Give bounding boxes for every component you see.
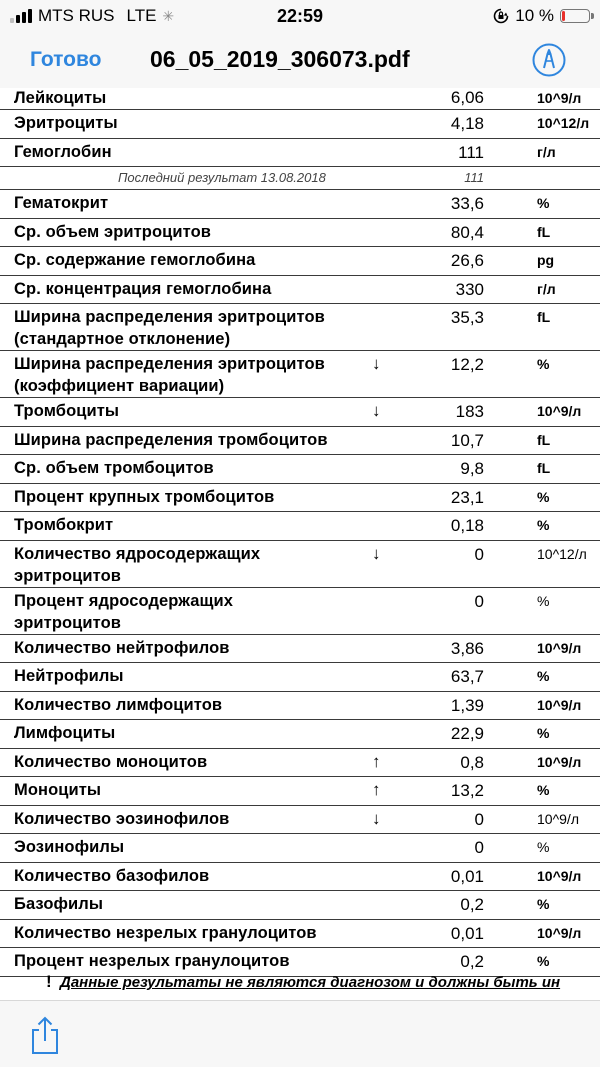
row-name: [14, 922, 317, 944]
row-value: 63,7: [450, 667, 484, 686]
arrow-up-icon: ↑: [372, 780, 381, 799]
status-time: 22:59: [276, 6, 324, 26]
network-label: LTE: [126, 6, 157, 25]
table-row: [0, 806, 600, 835]
row-name-line1: Ср. объем тромбоцитов: [14, 459, 214, 477]
table-row: [0, 635, 600, 664]
row-name: [14, 590, 233, 634]
row-name: [14, 950, 290, 972]
row-name-line1: Нейтрофилы: [14, 667, 124, 685]
table-row: [0, 276, 600, 305]
row-name: [14, 893, 103, 915]
row-name: [14, 865, 209, 887]
row-name-line1: Количество эозинофилов: [14, 809, 230, 828]
table-row: [0, 139, 600, 168]
row-value: 23,1: [450, 487, 484, 507]
row-value: 4,18: [450, 114, 484, 133]
table-row: [0, 427, 600, 456]
row-name: [14, 88, 106, 109]
activity-spinner-icon: ✳: [162, 7, 175, 24]
row-name-line1: Ширина распределения эритроцитов: [14, 308, 325, 326]
row-name: [14, 836, 124, 858]
row-value: 0,2: [460, 952, 484, 971]
row-name-line1: Количество ядросодержащих: [14, 544, 261, 563]
row-name: [14, 249, 255, 271]
rotation-lock-icon: [493, 8, 509, 24]
row-name-line1: Базофилы: [14, 895, 104, 913]
row-name: [14, 779, 101, 801]
row-value: 1,39: [450, 695, 484, 715]
table-row: [0, 110, 600, 139]
row-unit: %: [537, 953, 550, 969]
row-name-line1: Количество незрелых гранулоцитов: [14, 923, 317, 942]
row-name-line1: Ср. объем эритроцитов: [14, 222, 212, 241]
row-name: [14, 457, 214, 479]
row-name-line1: Ширина распределения эритроцитов: [14, 355, 325, 373]
row-unit: 10^9/л: [537, 403, 582, 419]
row-unit: fL: [537, 309, 551, 325]
row-name: [14, 543, 260, 587]
arrow-down-icon: ↓: [372, 808, 381, 828]
previous-result-note: [0, 167, 600, 190]
status-bar: [0, 0, 600, 34]
row-name-line1: Лейкоциты: [14, 89, 107, 107]
nav-bar: [0, 34, 600, 88]
table-row: [0, 948, 600, 977]
table-row: [0, 541, 600, 588]
row-value: 0,18: [450, 516, 484, 535]
row-name-line1: Гематокрит: [14, 194, 109, 212]
note-text: Последний результат 13.08.2018: [118, 170, 326, 185]
row-unit: г/л: [537, 143, 556, 160]
row-unit: %: [537, 839, 550, 855]
row-name-line1: Количество базофилов: [14, 866, 210, 885]
row-name-line1: Тромбокрит: [14, 516, 114, 534]
table-row: [0, 749, 600, 778]
row-unit: %: [537, 782, 550, 798]
row-value: 0: [474, 544, 484, 564]
note-value: 111: [464, 170, 484, 185]
row-name-line2: (коэффициент вариации): [14, 377, 225, 395]
arrow-down-icon: ↓: [372, 401, 381, 420]
row-unit: %: [537, 592, 550, 609]
battery-fill: [562, 11, 565, 21]
table-row: [0, 920, 600, 949]
table-row: [0, 663, 600, 692]
table-row: [0, 88, 600, 110]
row-name: [14, 486, 274, 508]
row-value: 0: [474, 591, 484, 611]
disclaimer-mark: !: [46, 972, 52, 991]
row-value: 0: [474, 838, 484, 857]
row-value: 0,2: [460, 895, 484, 914]
table-row: [0, 351, 600, 398]
results-table: [0, 88, 600, 977]
row-value: 0,8: [460, 752, 484, 772]
row-name-line2: эритроцитов: [14, 566, 122, 585]
row-value: 0,01: [450, 923, 484, 943]
row-value: 26,6: [450, 251, 484, 270]
table-row: [0, 588, 600, 635]
row-name-line1: Процент незрелых гранулоцитов: [14, 952, 290, 970]
row-value: 22,9: [450, 724, 484, 743]
arrow-up-icon: ↑: [372, 751, 381, 771]
row-unit: %: [537, 488, 550, 505]
row-unit: %: [537, 896, 550, 912]
row-unit: fL: [537, 431, 551, 448]
row-value: 12,2: [450, 355, 484, 374]
markup-pen-icon[interactable]: [532, 43, 566, 77]
row-name: [14, 637, 230, 659]
table-row: [0, 512, 600, 541]
row-value: 9,8: [460, 459, 484, 478]
row-name: [14, 429, 328, 451]
row-value: 6,06: [450, 88, 484, 107]
row-name-line1: Тромбоциты: [14, 402, 120, 420]
battery-percent: 10 %: [515, 6, 554, 25]
row-unit: 10^9/л: [537, 867, 582, 884]
row-name: [14, 400, 119, 422]
row-unit: %: [537, 195, 550, 211]
row-unit: %: [537, 668, 550, 684]
row-value: 3,86: [450, 638, 484, 658]
row-unit: 10^9/л: [537, 639, 582, 656]
pdf-document-view[interactable]: [0, 88, 600, 1000]
row-name: [14, 514, 113, 536]
table-row: [0, 247, 600, 276]
done-button[interactable]: Готово: [30, 48, 102, 71]
row-unit: fL: [537, 460, 551, 476]
table-row: [0, 455, 600, 484]
bottom-toolbar: [0, 1000, 600, 1067]
arrow-down-icon: ↓: [372, 543, 381, 563]
row-name: [14, 278, 271, 300]
row-name-line1: Лимфоциты: [14, 724, 116, 742]
row-name-line1: Количество нейтрофилов: [14, 638, 230, 657]
row-name-line1: Эозинофилы: [14, 838, 125, 856]
row-name: [14, 306, 325, 350]
carrier-label: MTS RUS: [38, 6, 115, 25]
row-value: 35,3: [450, 308, 484, 327]
table-row: [0, 692, 600, 721]
row-name: [14, 192, 108, 214]
row-unit: %: [537, 725, 550, 741]
row-unit: 10^12/л: [537, 545, 587, 562]
row-name: [14, 808, 229, 830]
row-name: [14, 353, 325, 397]
row-unit: 10^9/л: [537, 924, 582, 941]
row-name: [14, 751, 207, 773]
row-name-line2: эритроцитов: [14, 613, 122, 632]
row-value: 0: [474, 809, 484, 829]
row-unit: 10^9/л: [537, 753, 582, 770]
table-row: [0, 891, 600, 920]
row-unit: fL: [537, 223, 551, 240]
row-name-line1: Ср. содержание гемоглобина: [14, 251, 256, 269]
row-unit: pg: [537, 252, 555, 268]
row-name: [14, 141, 112, 163]
row-value: 13,2: [450, 781, 484, 800]
row-name-line1: Моноциты: [14, 781, 102, 799]
table-row: [0, 219, 600, 248]
row-name: [14, 112, 118, 134]
row-name-line1: Процент крупных тромбоцитов: [14, 487, 275, 506]
row-unit: 10^9/л: [537, 696, 582, 713]
table-row: [0, 777, 600, 806]
row-unit: 10^9/л: [537, 810, 579, 827]
table-row: [0, 834, 600, 863]
row-name: [14, 221, 211, 243]
table-row: [0, 398, 600, 427]
row-unit: г/л: [537, 280, 556, 297]
table-row: [0, 720, 600, 749]
row-name-line1: Ширина распределения тромбоцитов: [14, 430, 328, 449]
row-value: 330: [455, 279, 484, 299]
row-value: 183: [455, 402, 484, 421]
row-name-line1: Ср. концентрация гемоглобина: [14, 279, 272, 298]
row-name: [14, 665, 124, 687]
row-name-line1: Количество лимфоцитов: [14, 695, 223, 714]
row-value: 111: [458, 142, 484, 162]
table-row: [0, 304, 600, 351]
row-name-line1: Количество моноцитов: [14, 752, 208, 771]
status-right: [493, 6, 590, 26]
row-unit: %: [537, 517, 550, 533]
row-unit: 10^9/л: [537, 90, 582, 106]
row-name: [14, 694, 222, 716]
row-name-line2: (стандартное отклонение): [14, 330, 231, 348]
document-title: 06_05_2019_306073.pdf: [150, 46, 410, 72]
row-name-line1: Гемоглобин: [14, 142, 112, 161]
row-name-line1: Эритроциты: [14, 114, 118, 132]
arrow-down-icon: ↓: [372, 354, 381, 373]
table-row: [0, 190, 600, 219]
row-value: 80,4: [450, 222, 484, 242]
row-unit: 10^12/л: [537, 115, 590, 131]
row-value: 10,7: [450, 430, 484, 450]
row-value: 0,01: [450, 866, 484, 886]
row-value: 33,6: [450, 194, 484, 213]
row-name-line1: Процент ядросодержащих: [14, 591, 234, 610]
row-unit: %: [537, 356, 550, 372]
table-row: [0, 484, 600, 513]
row-name: [14, 722, 115, 744]
disclaimer-text: Данные результаты не являются диагнозом и должны быть ин: [60, 974, 561, 991]
table-row: [0, 863, 600, 892]
battery-icon: [560, 9, 590, 23]
share-icon[interactable]: [28, 1015, 62, 1055]
